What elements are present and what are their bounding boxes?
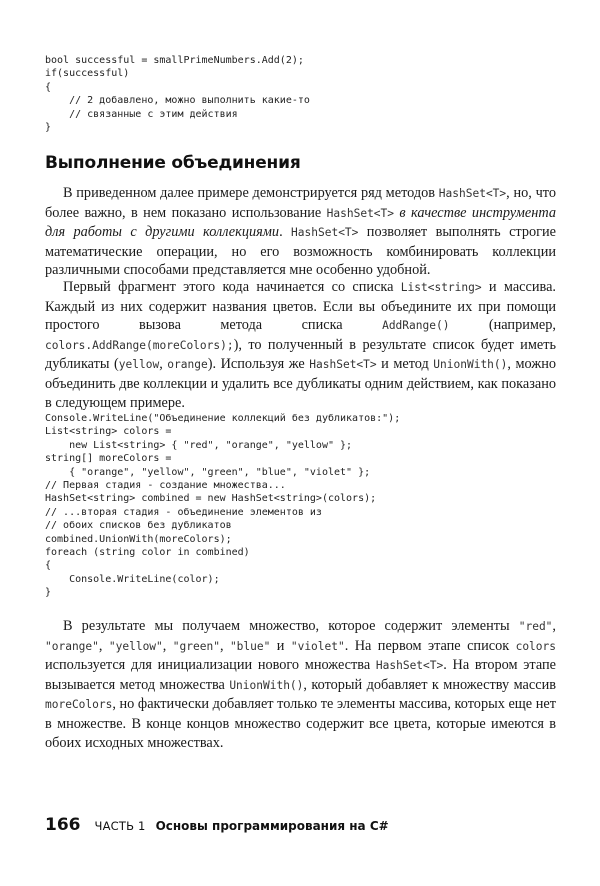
code-line: // связанные с этим действия bbox=[45, 108, 238, 120]
code-line: List<string> colors = bbox=[45, 426, 172, 438]
code-line: bool successful = smallPrimeNumbers.Add(2); bbox=[45, 55, 304, 66]
code-block-set-add bbox=[45, 54, 310, 134]
code-line: HashSet<string> combined = new HashSet<string>(colors); bbox=[45, 493, 377, 505]
code-line: // Первая стадия - создание множества... bbox=[45, 479, 286, 491]
code-line: foreach (string color in combined) bbox=[45, 546, 250, 558]
code-line: } bbox=[45, 121, 52, 133]
paragraph-first-fragment: Первый фрагмент этого кода начинается со списка List<string> и массива. Каждый из них содержит названия цветов. Если вы объедините их при помощи простого вызова метода списка AddRange() (например, colors.AddRange(moreColors);), то полученный в результате список будет иметь дубликаты (yellow, orange). Используя же HashSet<T> и метод UnionWith(), можно объединить две коллекции и удалить все дубликаты одним действием, как показано в следующем примере. bbox=[45, 279, 556, 411]
code-line: } bbox=[45, 587, 52, 599]
code-line: { bbox=[45, 81, 52, 93]
part-label: ЧАСТЬ 1 bbox=[94, 819, 146, 833]
code-line: string[] moreColors = bbox=[45, 453, 172, 465]
code-block-union bbox=[45, 412, 400, 599]
paragraph-intro: В приведенном далее примере демонстрируется ряд методов HashSet<T>, но, что более важно, в нем показано использование HashSet<T> в качестве инструмента для работы с другими коллекциями. HashSet<T> позволяет выполнять строгие математические операции, но его возможность комбинировать коллекции различными способами представляется мне особенно удобной. bbox=[45, 185, 557, 279]
code-line: new List<string> { "red", "orange", "yellow" }; bbox=[45, 439, 353, 451]
code-line: { "orange", "yellow", "green", "blue", "violet" }; bbox=[45, 466, 371, 478]
paragraph-result: В результате мы получаем множество, которое содержит элементы "red", "orange", "yellow", "green", "blue" и "violet". На первом этапе список colors используется для инициализации нового множества HashSet<T>. На втором этапе вызывается метод множества UnionWith(), который добавляет к множеству массив moreColors, но фактически добавляет только те элементы массива, которых еще нет в множестве. В конце концов множество содержит все цвета, которые имеются в обоих исходных множествах. bbox=[45, 618, 557, 751]
book-title: Основы программирования на C# bbox=[155, 819, 389, 833]
code-line: combined.UnionWith(moreColors); bbox=[45, 533, 232, 545]
code-line: { bbox=[45, 560, 52, 572]
section-heading: Выполнение объединения bbox=[45, 153, 301, 173]
code-line: // обоих списков без дубликатов bbox=[45, 520, 232, 532]
code-line: // 2 добавлено, можно выполнить какие-то bbox=[45, 95, 310, 107]
code-line: if(successful) bbox=[45, 68, 130, 80]
code-line: Console.WriteLine(color); bbox=[45, 573, 220, 585]
page-number: 166 bbox=[45, 815, 81, 835]
code-line: Console.WriteLine("Объединение коллекций без дубликатов:"); bbox=[45, 413, 401, 424]
page-footer bbox=[45, 815, 389, 835]
code-line: // ...вторая стадия - объединение элементов из bbox=[45, 506, 322, 518]
